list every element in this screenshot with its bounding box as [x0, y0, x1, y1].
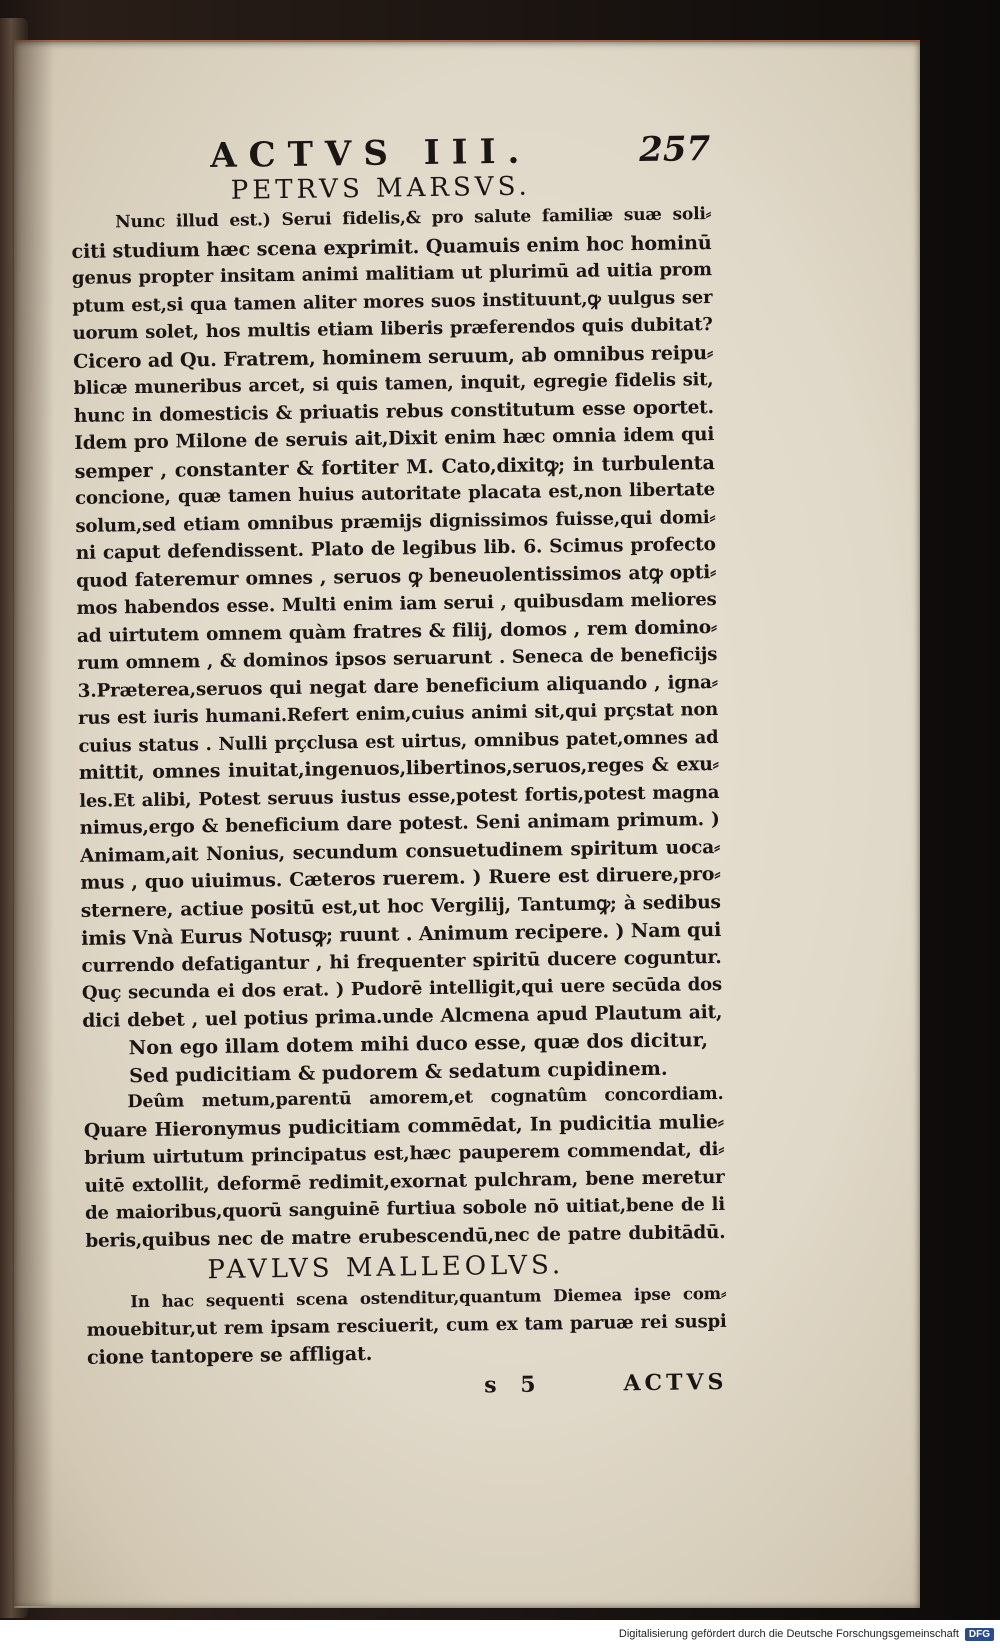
text-line: mouebitur,ut rem ipsam resciuerit, cum ex tam paruæ rei suspi [86, 1310, 727, 1341]
running-head [210, 129, 711, 176]
text-line: Quç secunda ei dos erat. ) Pudorē intelligit,qui uere secūda dos [81, 973, 723, 1004]
text-line: les.Et alibi, Potest seruus iustus esse,potest fortis,potest magna [79, 781, 720, 812]
text-line: cione tantopere se affligat. [86, 1341, 373, 1369]
printer-signature-mark: s 5 [483, 1371, 544, 1398]
page-text-block [70, 129, 728, 1413]
text-line: rus est iuris humani.Refert enim,cuius animi sit,qui prçstat non [77, 699, 719, 729]
text-line: quod fateremur omnes , seruos ꝙ beneuolentissimos atꝙ opti⸗ [76, 560, 717, 592]
text-line: Cicero ad Qu. Fratrem, hominem seruum, ab omnibus reipu⸗ [72, 340, 714, 373]
text-line: ad uirtutem omnem quàm fratres & filij, domos , rem domino⸗ [76, 616, 718, 647]
text-line: cuius status . Nulli prçclusa est uirtus, omnibus patet,omnes ad [78, 726, 719, 757]
text-line: concione, quæ tamen huius autoritate placata est,non libertate [74, 479, 716, 509]
text-line: rum omnem , & dominos ipsos seruarunt . Seneca de beneficijs [77, 644, 718, 674]
page-gutter-shadow [14, 40, 54, 1606]
text-line: 3.Præterea,seruos qui negat dare beneficium aliquando , igna⸗ [77, 671, 718, 702]
text-line: Deûm metum,parentū amorem,et cognatûm concordiam. [127, 1083, 724, 1113]
digitization-footer [0, 1620, 1000, 1648]
text-line: mus , quo uiuimus. Cæteros ruerem. ) Ruere est diruere,pro⸗ [80, 862, 721, 894]
verse-line: Non ego illam dotem mihi duco esse, quæ dos dicitur, [128, 1028, 709, 1060]
commentator-heading-2: PAVLVS MALLEOLVS. [207, 1250, 565, 1286]
text-line: sternere, actiue positū est,ut hoc Vergilij, Tantumꝙ; à sedibus [80, 891, 721, 922]
text-line: hunc in domesticis & priuatis rebus constitutum esse oportet. [73, 396, 714, 427]
text-line: uorum solet, hos multis etiam liberis præferendos quis dubitat? [72, 314, 713, 344]
funding-credit: Digitalisierung gefördert durch die Deutsche Forschungsgemeinschaft [618, 1628, 959, 1640]
text-line: uitē extollit, deformē redimit,exornat pulchram, bene meretur [84, 1166, 725, 1197]
text-line: citi studium hæc scena exprimit. Quamuis enim hoc hominū [71, 230, 712, 263]
text-line: semper , constanter & fortiter M. Cato,dixitꝙ; in turbulenta [74, 450, 715, 483]
text-line: Idem pro Milone de seruis ait,Dixit enim hæc omnia idem qui [74, 423, 715, 454]
text-line: mos habendos esse. Multi enim iam serui , quibusdam meliores [76, 589, 717, 619]
commentary-paragraph-2 [83, 1081, 725, 1255]
text-line: currendo defatigantur , hi frequenter spiritū ducere coguntur. [81, 946, 722, 977]
dfg-logo-icon: DFG [965, 1628, 994, 1641]
commentary-paragraph-3 [86, 1280, 727, 1371]
text-line: genus propter insitam animi malitiam ut plurimū ad uitia prom [71, 259, 713, 289]
text-line: blicæ muneribus arcet, si quis tamen, inquit, egregie fidelis sit, [73, 369, 714, 399]
commentator-heading-1: PETRVS MARSVS. [230, 171, 531, 206]
text-line: solum,sed etiam omnibus præmijs dignissimos fuisse,qui domi⸗ [75, 506, 716, 537]
page-number: 257 [638, 129, 711, 171]
text-line: Animam,ait Nonius, secundum consuetudinem spiritum uoca⸗ [79, 836, 721, 867]
text-line: Nunc illud est.) Serui fidelis,& pro salute familiæ suæ soli⸗ [115, 204, 712, 233]
text-line: nimus,ergo & beneficium dare potest. Seni animam primum. ) [79, 808, 720, 839]
text-line: beris,quibus nec de matre erubescendū,nec de patre dubitādū. [85, 1221, 726, 1252]
text-line: In hac sequenti scena ostenditur,quantum Diemea ipse com⸗ [130, 1282, 727, 1312]
text-line: ni caput defendissent. Plato de legibus lib. 6. Scimus profecto [75, 534, 716, 564]
text-line: imis Vnà Eurus Notusꝙ; ruunt . Animum recipere. ) Nam qui [81, 917, 722, 950]
text-line: de maioribus,quorū sanguinē furtiua sobole nō uitiat,bene de li [84, 1193, 726, 1224]
commentary-paragraph-1 [71, 201, 722, 1035]
verse-line: Sed pudicitiam & pudorem & sedatum cupidinem. [128, 1056, 668, 1087]
text-line: brium uirtutum principatus est,hæc pauperem commendat, di⸗ [84, 1138, 725, 1169]
text-line: ptum est,si qua tamen aliter mores suos instituunt,ꝙ uulgus ser [72, 286, 713, 317]
text-line: Quare Hieronymus pudicitiam commēdat, In pudicitia mulie⸗ [83, 1110, 724, 1142]
text-line: dici debet , uel potius prima.unde Alcmena apud Plautum ait, [82, 1000, 723, 1032]
text-line: mittit, omnes inuitat,ingenuos,libertinos,seruos,reges & exu⸗ [78, 753, 719, 784]
running-title: ACTVS III. [209, 131, 532, 177]
catchword: ACTVS [623, 1368, 728, 1396]
